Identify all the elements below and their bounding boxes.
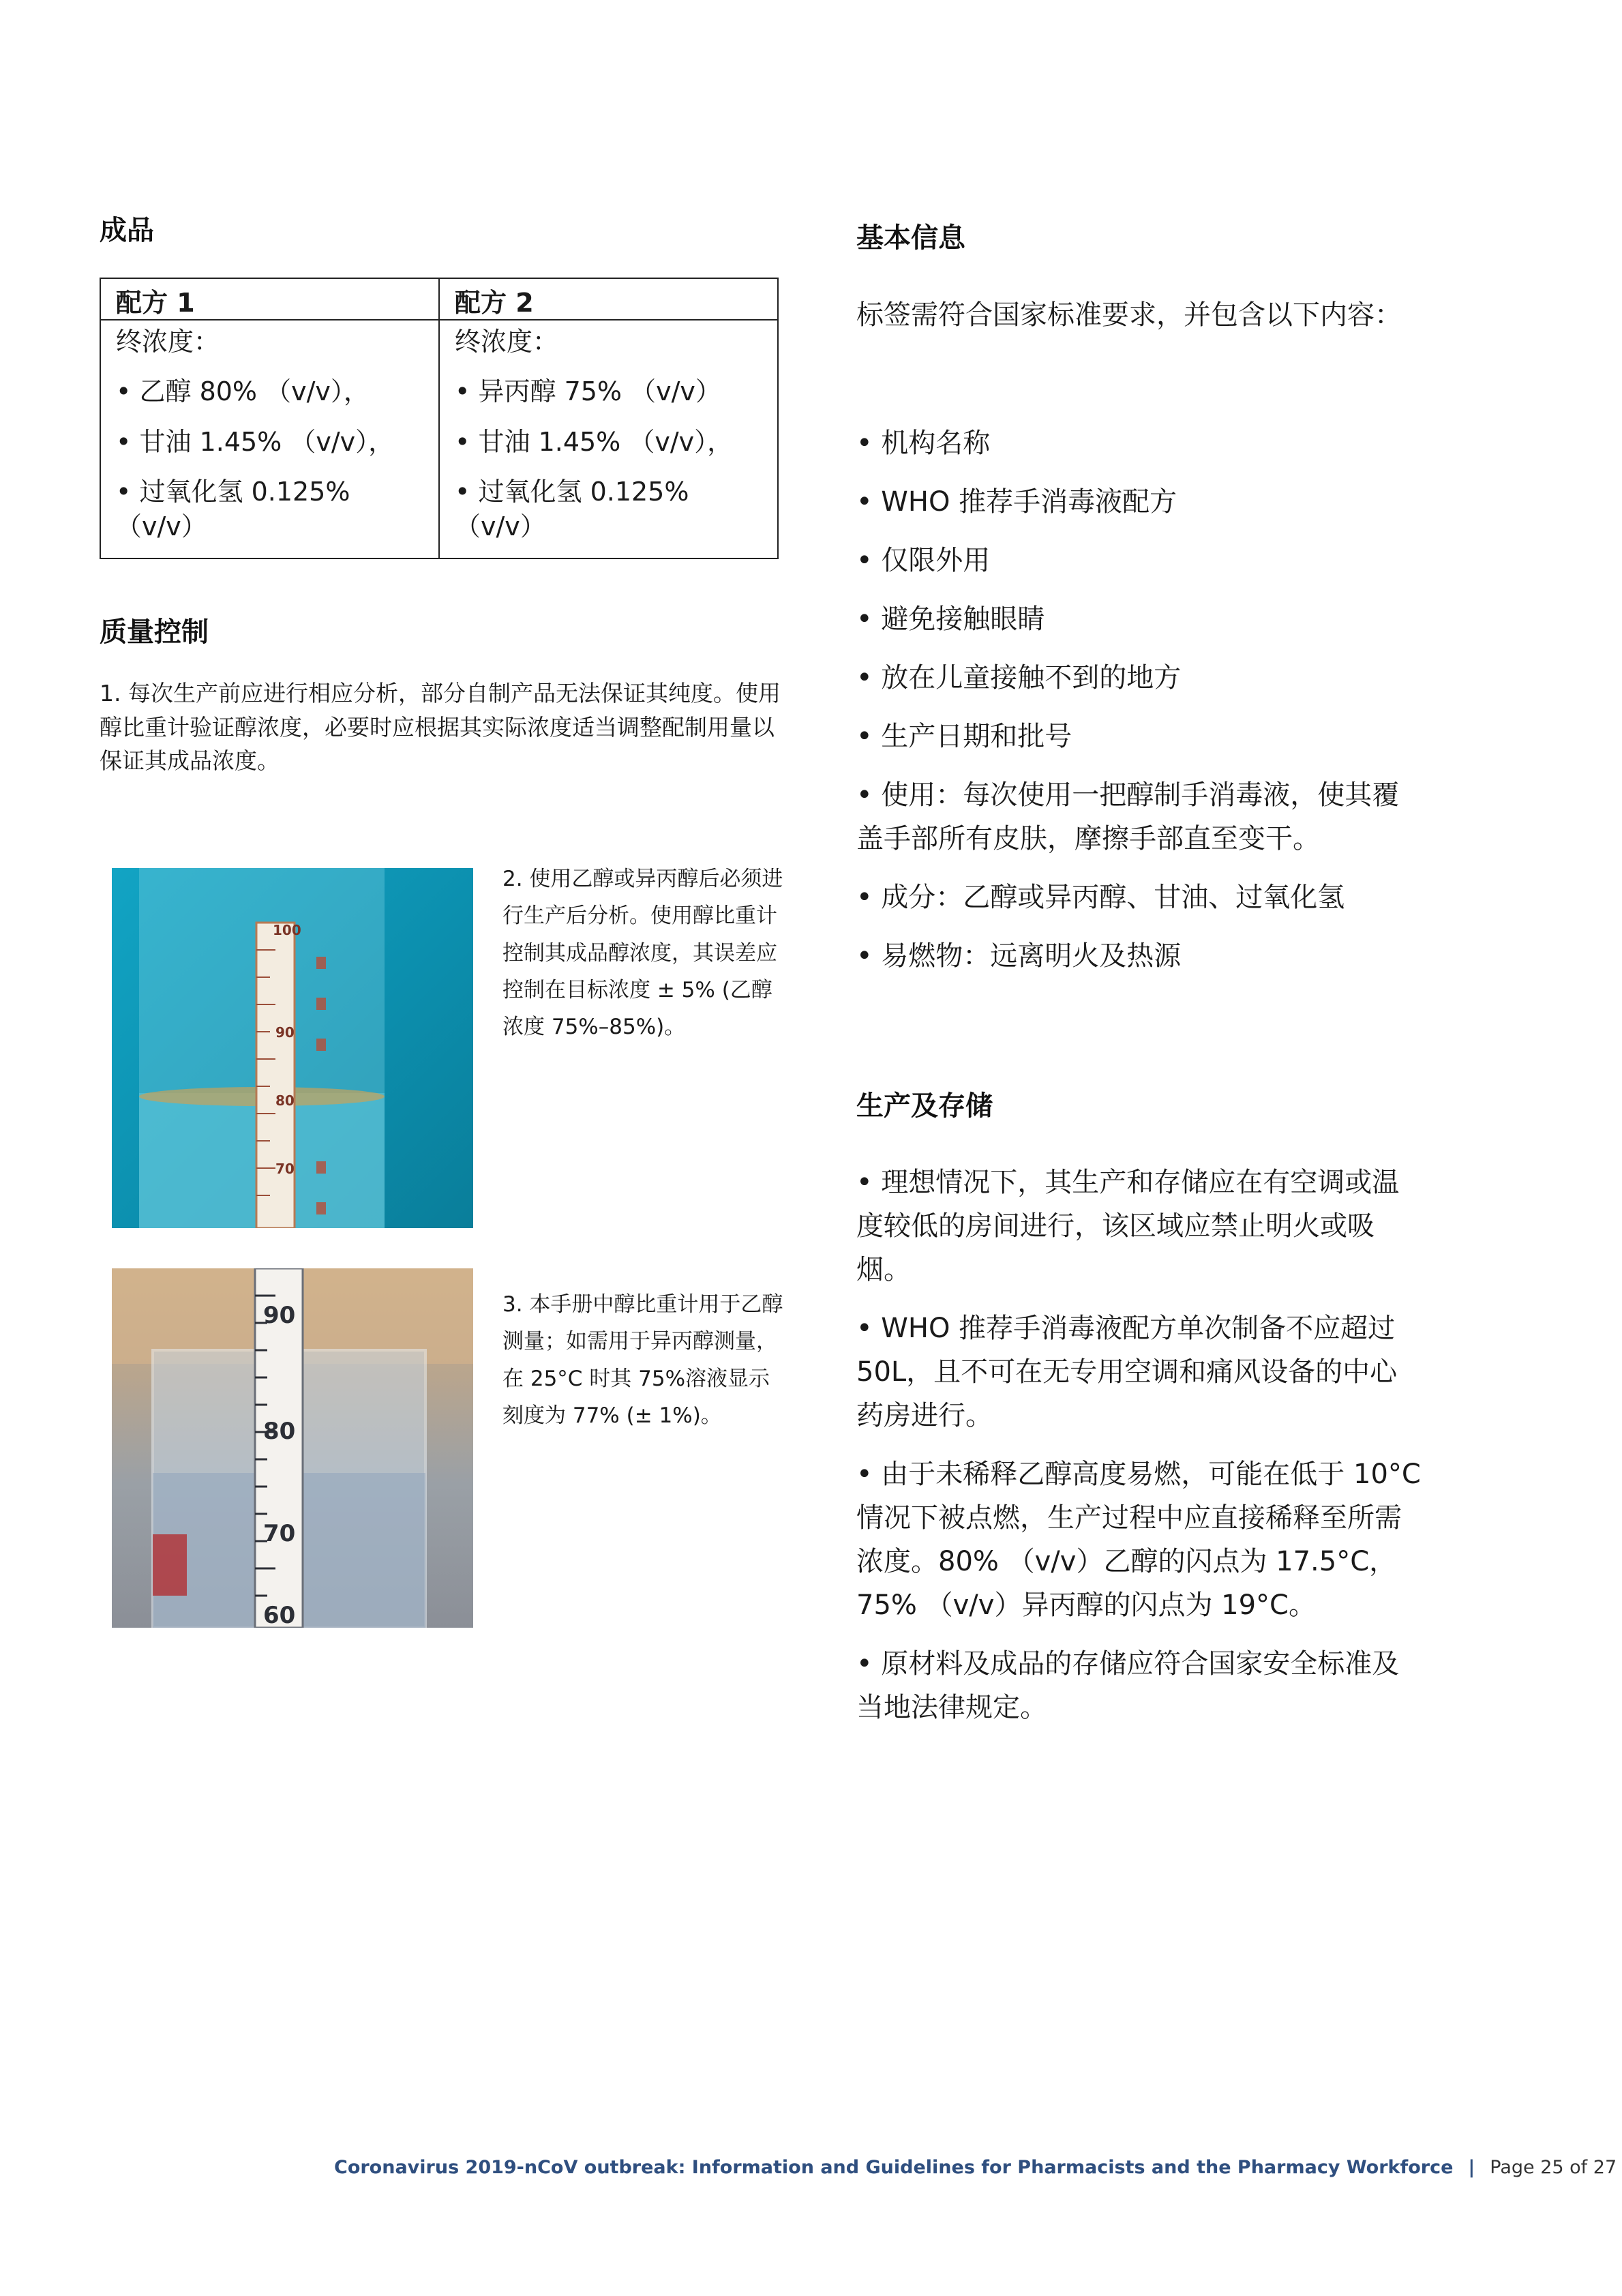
formula-1-line: • 过氧化氢 0.125%（v/v） <box>116 476 350 542</box>
finished-product-heading: 成品 <box>100 215 154 246</box>
basic-info-list <box>856 421 1422 993</box>
formula-2-line: • 过氧化氢 0.125%（v/v） <box>455 476 689 542</box>
scale-label: 100 <box>273 922 301 938</box>
list-item: • 生产日期和批号 <box>856 721 1072 752</box>
list-item: • WHO 推荐手消毒液配方单次制备不应超过 50L，且不可在无专用空调和痛风设备的中心药房进行。 <box>856 1313 1398 1431</box>
list-item: • 放在儿童接触不到的地方 <box>856 662 1182 694</box>
formula-1-line: 终浓度： <box>116 327 220 357</box>
hydrometer-photo-1 <box>112 868 473 1228</box>
hydrometer-photo-2 <box>112 1268 473 1628</box>
formula-2-line: 终浓度： <box>455 327 559 357</box>
page-number: Page 25 of 27 <box>1490 2157 1617 2178</box>
quality-control-paragraph: 1. 每次生产前应进行相应分析，部分自制产品无法保证其纯度。使用醇比重计验证醇浓度，必要时应根据其实际浓度适当调整配制用量以保证其成品浓度。 <box>100 680 781 774</box>
formula-1-line: • 乙醇 80% （v/v）， <box>116 376 370 407</box>
formula-2-line: • 异丙醇 75% （v/v） <box>455 376 721 407</box>
footer-separator: | <box>1468 2157 1475 2178</box>
list-item: • 原材料及成品的存储应符合国家安全标准及当地法律规定。 <box>856 1648 1400 1723</box>
list-item: • 使用：每次使用一把醇制手消毒液，使其覆盖手部所有皮肤，摩擦手部直至变干。 <box>856 779 1400 854</box>
list-item: • 避免接触眼睛 <box>856 603 1045 635</box>
list-item: • 仅限外用 <box>856 545 991 576</box>
photo-caption-2: 2. 使用乙醇或异丙醇后必须进行生产后分析。使用醇比重计控制其成品醇浓度，其误差应控制在目标浓度 ± 5% (乙醇浓度 75%–85%)。 <box>502 867 783 1039</box>
formula-1-line: • 甘油 1.45% （v/v）， <box>116 426 395 457</box>
formula-table-header-row <box>100 278 778 320</box>
scale-label: 90 <box>263 1302 296 1329</box>
scale-label: 70 <box>275 1161 295 1177</box>
formula-2-line: • 甘油 1.45% （v/v）， <box>455 426 734 457</box>
formula-2-cell <box>439 320 778 558</box>
hydrometer-illustration-1 <box>112 868 473 1228</box>
formula-1-cell <box>100 320 439 558</box>
scale-label: 80 <box>263 1418 296 1445</box>
list-item: • 易燃物：远离明火及热源 <box>856 940 1182 972</box>
basic-info-heading: 基本信息 <box>856 222 965 254</box>
list-item: • 理想情况下，其生产和存储应在有空调或温度较低的房间进行，该区域应禁止明火或吸烟。 <box>856 1167 1400 1285</box>
scale-label: 80 <box>275 1092 295 1109</box>
footer-title: Coronavirus 2019-nCoV outbreak: Information and Guidelines for Pharmacists and the Pharmacy Workforce <box>334 2157 1454 2178</box>
formula-1-header: 配方 1 <box>100 278 439 320</box>
quality-control-heading: 质量控制 <box>100 616 209 648</box>
formula-2-header: 配方 2 <box>439 278 778 320</box>
formula-table-row <box>100 320 778 558</box>
formula-table <box>100 278 779 559</box>
basic-info-intro: 标签需符合国家标准要求，并包含以下内容： <box>856 299 1402 331</box>
photo-caption-3: 3. 本手册中醇比重计用于乙醇测量；如需用于异丙醇测量，在 25°C 时其 75%溶液显示刻度为 77% (± 1%)。 <box>502 1292 783 1428</box>
hydrometer-illustration-2 <box>112 1268 473 1628</box>
list-item: • 机构名称 <box>856 428 991 459</box>
scale-label: 70 <box>263 1520 296 1547</box>
production-storage-list <box>856 1161 1422 1744</box>
production-storage-heading: 生产及存储 <box>856 1090 993 1122</box>
list-item: • WHO 推荐手消毒液配方 <box>856 486 1177 518</box>
scale-label: 60 <box>263 1602 296 1628</box>
page-footer <box>334 2157 1617 2178</box>
list-item: • 成分：乙醇或异丙醇、甘油、过氧化氢 <box>856 882 1345 913</box>
list-item: • 由于未稀释乙醇高度易燃，可能在低于 10°C 情况下被点燃，生产过程中应直接稀释至所需浓度。80% （v/v）乙醇的闪点为 17.5°C，75% （v/v）异丙醇的闪点为 19°C。 <box>856 1459 1421 1621</box>
scale-label: 90 <box>275 1024 295 1041</box>
